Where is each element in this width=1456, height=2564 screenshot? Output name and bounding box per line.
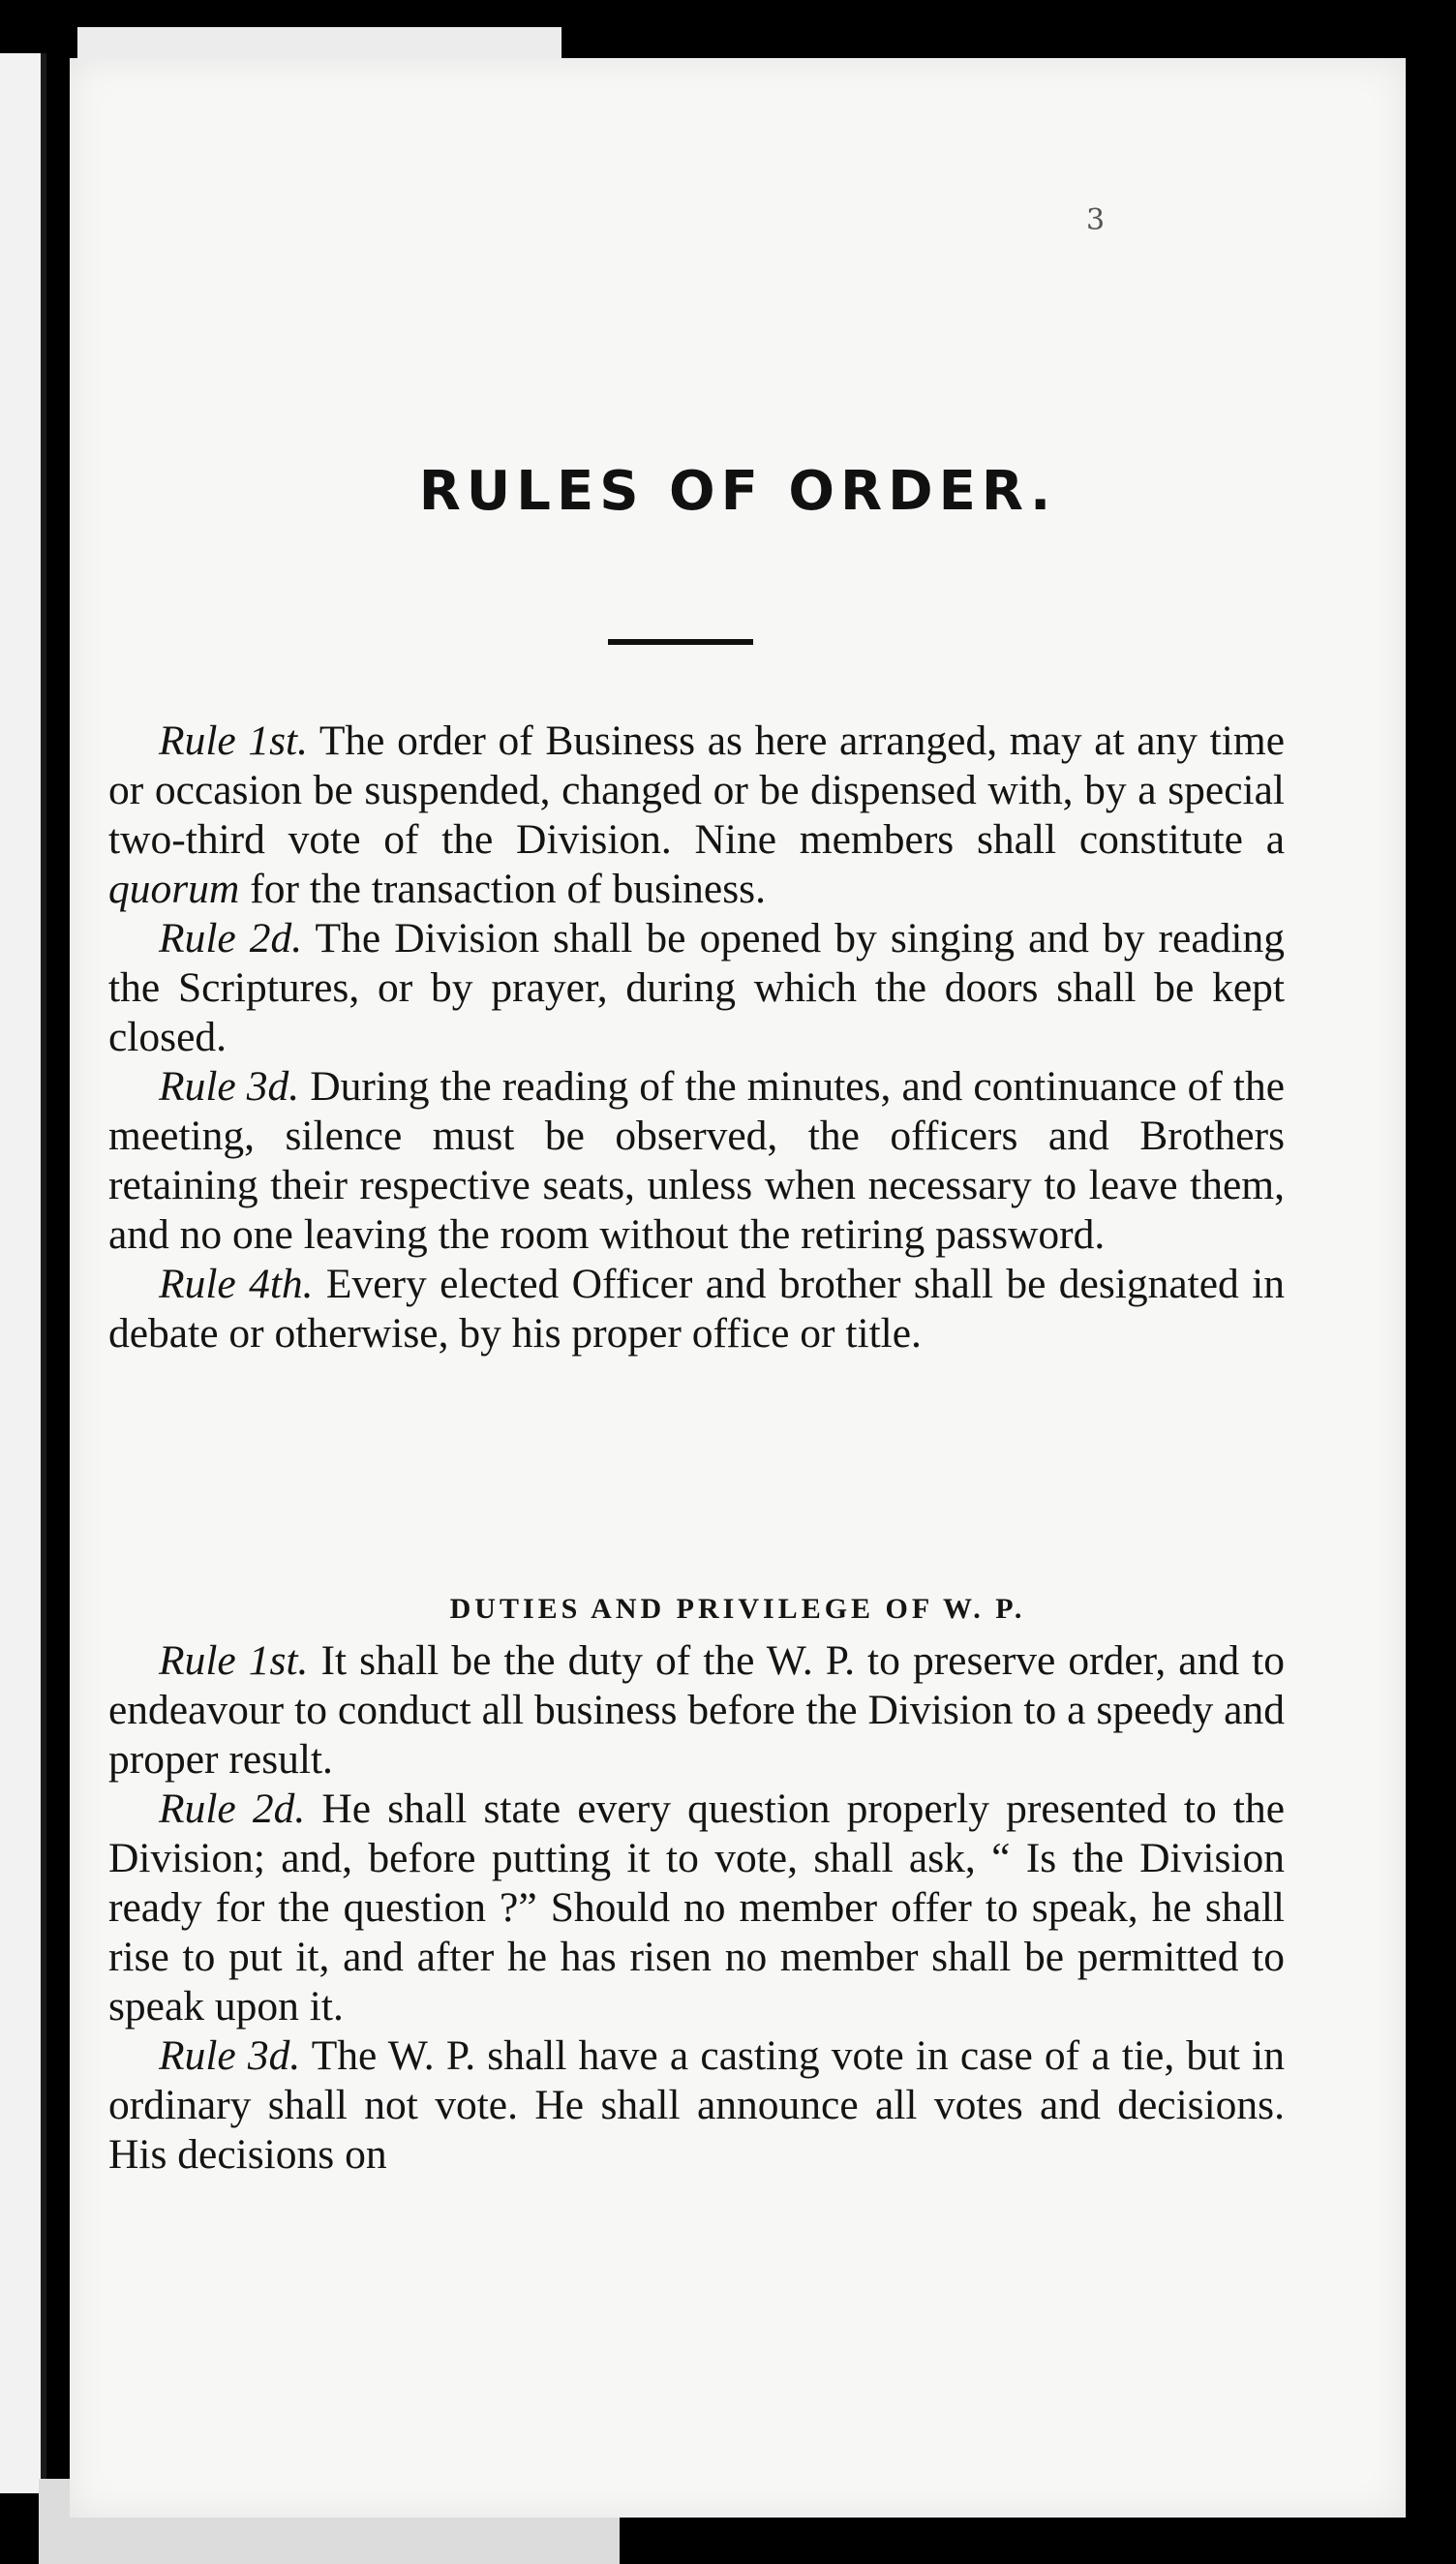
rule-text: The order of Business as here arranged, may at any time or occasion be suspended, changed or be dispensed with, by a special two-third vote of the Division. Nine members shall constitute a [108, 717, 1285, 863]
duties-section [108, 1636, 1285, 2180]
top-paper-strip [77, 27, 561, 60]
rule-text: The Division shall be opened by singing and by reading the Scriptures, or by prayer, during which the doors shall be kept closed. [108, 915, 1285, 1060]
book-page [70, 58, 1406, 2518]
rule-label: Rule 2d. [159, 915, 303, 962]
rule-label: Rule 1st. [159, 1637, 309, 1684]
rule-text-continued: for the transaction of business. [250, 866, 766, 912]
title-divider-rule [608, 639, 753, 645]
rule-label: Rule 1st. [159, 717, 308, 764]
rules-of-order-section [108, 717, 1285, 1358]
rule-paragraph [108, 1785, 1285, 2031]
rule-label: Rule 4th. [159, 1261, 314, 1307]
rule-text: He shall state every question properly presented to the Division; and, before putting it to vote, shall ask, “ Is the Division ready for the question ?” Should no member offer to speak, he shall rise to put it, and after he has risen no member shall be permitted to speak upon it. [108, 1786, 1286, 2030]
rule-emphasis: quorum [108, 866, 240, 912]
rule-text: It shall be the duty of the W. P. to preserve order, and to endeavour to conduct all business before the Division to a speedy and proper result. [108, 1637, 1285, 1783]
page-number-mark: 3 [1086, 203, 1106, 237]
rule-paragraph [108, 1062, 1285, 1260]
rule-text: The W. P. shall have a casting vote in case of a tie, but in ordinary shall not vote. He shall announce all votes and decisions. His decisions on [108, 2032, 1285, 2178]
rule-paragraph [108, 2031, 1285, 2180]
rule-label: Rule 3d. [159, 1063, 300, 1110]
rule-paragraph [108, 1636, 1285, 1785]
page-title: RULES OF ORDER. [418, 460, 1057, 523]
rule-paragraph [108, 914, 1285, 1062]
rule-paragraph [108, 717, 1285, 914]
rule-label: Rule 3d. [159, 2032, 301, 2079]
rule-paragraph [108, 1260, 1285, 1358]
rule-text: Every elected Officer and brother shall be designated in debate or otherwise, by his proper office or title. [108, 1261, 1285, 1357]
rule-label: Rule 2d. [159, 1786, 306, 1832]
rule-text: During the reading of the minutes, and continuance of the meeting, silence must be observed, the officers and Brothers retaining their respective seats, unless when necessary to leave them, and no one leaving the room without the retiring password. [108, 1063, 1286, 1258]
duties-section-heading: DUTIES AND PRIVILEGE OF W. P. [449, 1593, 1026, 1625]
previous-page-edge [0, 53, 46, 2493]
